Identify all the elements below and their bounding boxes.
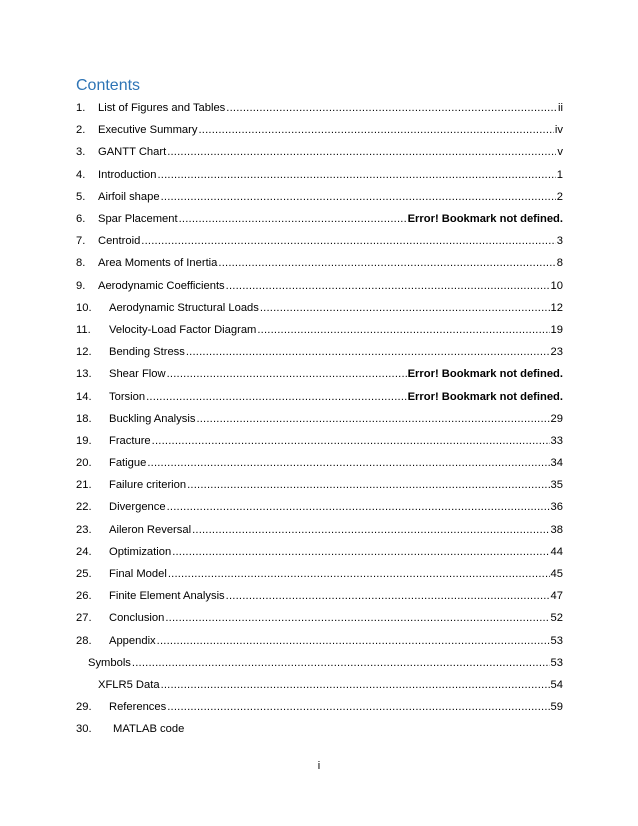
toc-leader-dots (157, 634, 550, 648)
toc-leader-dots (186, 345, 550, 359)
toc-leader-dots (187, 478, 549, 492)
toc-heading: Contents (76, 77, 141, 94)
toc-leader-dots (167, 500, 550, 514)
toc-leader-dots (161, 190, 556, 204)
toc-leader-dots (218, 256, 555, 270)
toc-entry[interactable] (76, 452, 563, 474)
toc-entry-page: 29 (550, 412, 563, 425)
toc-leader-dots (226, 589, 550, 603)
toc-entry-number: 23. (76, 523, 92, 536)
toc-entry[interactable] (76, 97, 563, 119)
toc-leader-dots (168, 567, 550, 581)
toc-entry[interactable] (76, 541, 563, 563)
toc-entry-number: 6. (76, 213, 86, 226)
toc-entry-number: 1. (76, 102, 86, 115)
toc-leader-dots (167, 700, 549, 714)
toc-entry-title: Aerodynamic Structural Loads (109, 301, 259, 314)
toc-entry-page: 54 (550, 678, 563, 691)
toc-entry[interactable] (76, 496, 563, 518)
toc-entry-page: 52 (550, 612, 563, 625)
toc-entry[interactable] (76, 208, 563, 230)
toc-entry[interactable] (76, 718, 563, 740)
toc-entry-number: 18. (76, 412, 92, 425)
toc-entry-title: Bending Stress (109, 346, 185, 359)
toc-entry-number: 26. (76, 590, 92, 603)
toc-entry[interactable] (76, 607, 563, 629)
toc-entry-page: 10 (550, 279, 563, 292)
toc-leader-dots (196, 412, 549, 426)
table-of-contents (76, 97, 563, 740)
toc-leader-dots (257, 323, 549, 337)
toc-entry[interactable] (76, 297, 563, 319)
toc-entry[interactable] (76, 341, 563, 363)
toc-entry[interactable] (76, 119, 563, 141)
toc-entry-page: 19 (550, 323, 563, 336)
toc-entry-page: 3 (556, 235, 563, 248)
toc-entry[interactable] (76, 519, 563, 541)
toc-entry-number: 5. (76, 190, 86, 203)
toc-entry-number: 3. (76, 146, 86, 159)
page-number: i (317, 760, 321, 772)
toc-entry-page: 23 (550, 346, 563, 359)
toc-leader-dots (226, 101, 557, 115)
toc-leader-dots (226, 279, 550, 293)
toc-entry-page: 34 (550, 457, 563, 470)
toc-entry-title: Conclusion (109, 612, 165, 625)
toc-entry[interactable] (76, 186, 563, 208)
toc-entry-number: 19. (76, 434, 92, 447)
toc-entry-page: ii (558, 102, 563, 115)
toc-entry-number: 12. (76, 346, 92, 359)
toc-entry-title: List of Figures and Tables (98, 102, 226, 115)
toc-entry[interactable] (76, 430, 563, 452)
toc-entry-title: References (109, 701, 167, 714)
toc-entry-title: Aerodynamic Coefficients (98, 279, 225, 292)
toc-entry-number: 4. (76, 168, 86, 181)
toc-leader-dots (260, 301, 550, 315)
toc-entry-number: 9. (76, 279, 86, 292)
toc-entry-page: 47 (550, 590, 563, 603)
toc-entry-title: XFLR5 Data (98, 678, 160, 691)
toc-entry[interactable] (76, 141, 563, 163)
toc-entry-title: Introduction (98, 168, 157, 181)
toc-entry-number: 30. (76, 723, 92, 736)
toc-entry-title: Velocity-Load Factor Diagram (109, 323, 257, 336)
toc-entry-page: iv (554, 124, 563, 137)
toc-entry-page: Error! Bookmark not defined. (407, 368, 563, 381)
toc-entry-number: 7. (76, 235, 86, 248)
toc-leader-dots (165, 611, 549, 625)
toc-entry-title: Buckling Analysis (109, 412, 196, 425)
toc-entry-page: 59 (550, 701, 563, 714)
toc-leader-dots (198, 123, 553, 137)
toc-entry-page: 1 (556, 168, 563, 181)
toc-leader-dots (152, 434, 550, 448)
toc-subentry[interactable] (76, 652, 563, 674)
toc-entry-page: 36 (550, 501, 563, 514)
toc-entry-number: 14. (76, 390, 92, 403)
toc-entry[interactable] (76, 164, 563, 186)
toc-entry-title: Failure criterion (109, 479, 187, 492)
toc-entry-title: Finite Element Analysis (109, 590, 225, 603)
toc-entry-page: 44 (550, 545, 563, 558)
toc-entry-number: 28. (76, 634, 92, 647)
toc-leader-dots (167, 145, 556, 159)
toc-entry-number: 8. (76, 257, 86, 270)
toc-entry-page: 8 (556, 257, 563, 270)
toc-entry[interactable] (76, 630, 563, 652)
toc-entry[interactable] (76, 275, 563, 297)
toc-entry-number: 10. (76, 301, 92, 314)
toc-entry-page: 2 (556, 190, 563, 203)
toc-entry-title: Divergence (109, 501, 166, 514)
toc-entry-title: Final Model (109, 568, 167, 581)
toc-entry-number: 21. (76, 479, 92, 492)
toc-entry-title: Fracture (109, 434, 151, 447)
toc-entry-page: Error! Bookmark not defined. (407, 390, 563, 403)
toc-entry-title: Aileron Reversal (109, 523, 192, 536)
toc-entry-page: 45 (550, 568, 563, 581)
toc-entry-title: Spar Placement (98, 213, 178, 226)
toc-entry-number: 11. (76, 323, 91, 336)
toc-leader-dots (161, 678, 550, 692)
toc-entry-title: Area Moments of Inertia (98, 257, 218, 270)
toc-leader-dots (141, 234, 555, 248)
toc-entry-page: 12 (550, 301, 563, 314)
toc-entry-number: 20. (76, 457, 92, 470)
toc-entry[interactable] (76, 585, 563, 607)
toc-leader-dots (146, 390, 407, 404)
toc-entry-page: 53 (550, 656, 563, 669)
toc-entry-page: v (557, 146, 563, 159)
toc-entry[interactable] (76, 563, 563, 585)
toc-entry-title: MATLAB code (113, 723, 185, 736)
toc-entry[interactable] (76, 230, 563, 252)
toc-entry-page: 53 (550, 634, 563, 647)
toc-entry-title: Symbols (88, 656, 131, 669)
toc-entry-number: 29. (76, 701, 92, 714)
toc-leader-dots (192, 523, 549, 537)
toc-leader-dots (157, 168, 555, 182)
toc-entry[interactable] (76, 474, 563, 496)
toc-entry[interactable] (76, 319, 563, 341)
toc-entry[interactable] (76, 408, 563, 430)
toc-entry-title: Optimization (109, 545, 172, 558)
toc-entry-title: Fatigue (109, 457, 147, 470)
toc-leader-dots (132, 656, 550, 670)
toc-entry-number: 27. (76, 612, 92, 625)
toc-entry-number: 13. (76, 368, 92, 381)
toc-leader-dots (167, 367, 407, 381)
toc-entry[interactable] (76, 363, 563, 385)
toc-entry[interactable] (76, 252, 563, 274)
toc-entry-title: Airfoil shape (98, 190, 160, 203)
toc-entry-title: Centroid (98, 235, 141, 248)
toc-entry-title: Executive Summary (98, 124, 198, 137)
toc-leader-dots (179, 212, 407, 226)
toc-entry-title: Shear Flow (109, 368, 166, 381)
toc-subentry[interactable] (76, 674, 563, 696)
toc-entry-page: Error! Bookmark not defined. (407, 213, 563, 226)
toc-entry-page: 35 (550, 479, 563, 492)
toc-leader-dots (147, 456, 549, 470)
toc-entry-page: 33 (550, 434, 563, 447)
toc-entry-number: 2. (76, 124, 86, 137)
toc-entry-number: 24. (76, 545, 92, 558)
toc-entry-title: Appendix (109, 634, 156, 647)
toc-entry[interactable] (76, 385, 563, 407)
toc-entry-title: GANTT Chart (98, 146, 167, 159)
toc-entry[interactable] (76, 696, 563, 718)
toc-leader-dots (172, 545, 549, 559)
toc-entry-title: Torsion (109, 390, 146, 403)
toc-entry-page: 38 (550, 523, 563, 536)
toc-entry-number: 22. (76, 501, 92, 514)
toc-entry-number: 25. (76, 568, 92, 581)
